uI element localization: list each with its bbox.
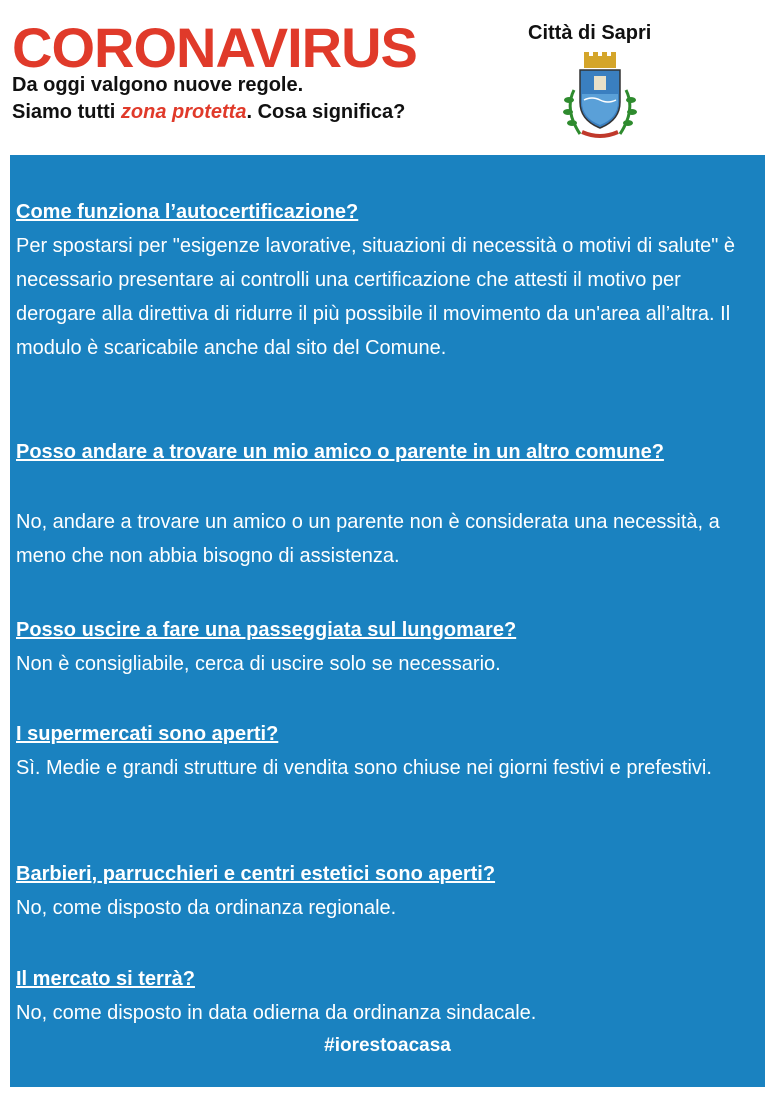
faq-question: Come funziona l’autocertificazione?: [16, 201, 359, 223]
faq-question: I supermercati sono aperti?: [16, 723, 279, 745]
subtitle-line-2: [12, 99, 405, 125]
faq-answer: No, come disposto da ordinanza regionale.: [16, 897, 397, 919]
subtitle-highlight: zona protetta: [120, 101, 247, 123]
faq-question: Barbieri, parrucchieri e centri estetici sono aperti?: [16, 863, 496, 885]
coat-of-arms-icon: [560, 50, 640, 142]
faq-question: Posso andare a trovare un mio amico o parente in un altro comune?: [16, 441, 664, 463]
city-name: Città di Sapri: [528, 22, 652, 44]
header: [0, 0, 770, 150]
faq-panel: [10, 155, 765, 1087]
faq-answer: No, andare a trovare un amico o un parente non è considerata una necessità, a meno che non abbia bisogno di assistenza.: [16, 511, 720, 567]
hashtag: #iorestoacasa: [324, 1035, 451, 1056]
page-title: CORONAVIRUS: [12, 16, 417, 79]
subtitle-line-2-start: Siamo tutti: [12, 101, 121, 123]
faq-answer: Sì. Medie e grandi strutture di vendita sono chiuse nei giorni festivi e prefestivi.: [16, 757, 712, 779]
faq-answer: Non è consigliabile, cerca di uscire solo se necessario.: [16, 653, 501, 675]
faq-answer: Per spostarsi per "esigenze lavorative, situazioni di necessità o motivi di salute" è necessario presentare ai controlli una certificazione che attesti il motivo per derogare alla direttiva di ridurre il più possibile il movimento da un'area all’altra. Il modulo è scaricabile anche dal sito del Comune.: [16, 235, 735, 359]
faq-answer: No, come disposto in data odierna da ordinanza sindacale.: [16, 1002, 537, 1024]
faq-question: Posso uscire a fare una passeggiata sul lungomare?: [16, 619, 517, 641]
subtitle-line-2-end: . Cosa significa?: [246, 101, 406, 123]
subtitle-line-1: Da oggi valgono nuove regole.: [12, 74, 304, 96]
faq-question: Il mercato si terrà?: [16, 968, 195, 990]
